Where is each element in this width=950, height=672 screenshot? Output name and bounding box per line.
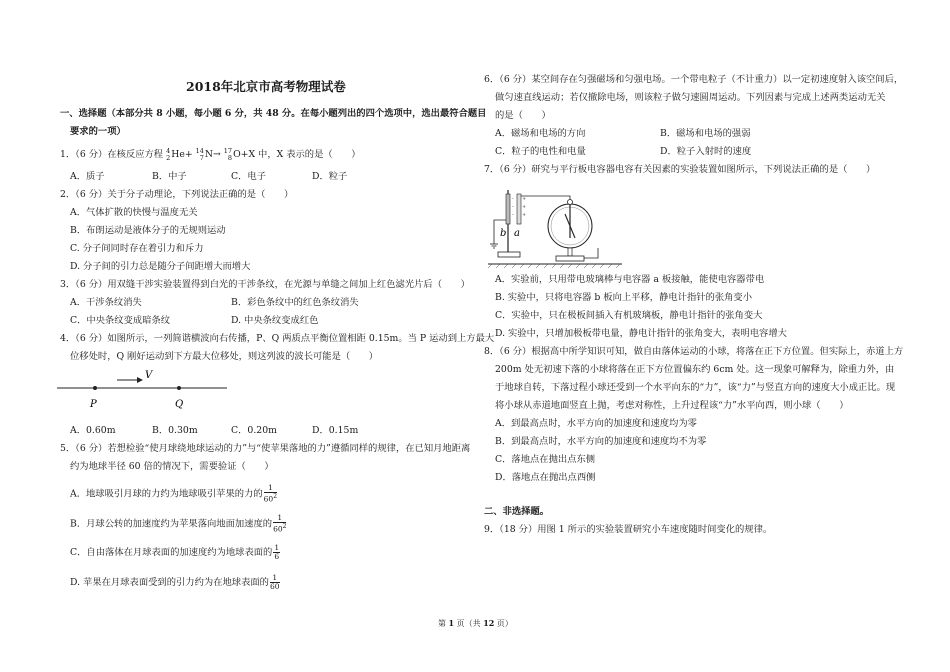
frac-exponent: 2 (282, 523, 287, 530)
he-mass: 4 (166, 147, 171, 155)
question-2-stem: 2．（6 分）关于分子动理论，下列说法正确的是（ ） (60, 189, 294, 200)
q8-option-a[interactable]: A．到最高点时，水平方向的加速度和速度均为零 (495, 418, 697, 429)
q7-option-c[interactable]: C．实验中，只在极板间插入有机玻璃板，静电计指针的张角变大 (495, 310, 763, 321)
he-z: 2 (166, 153, 171, 162)
frac-numerator: 1 (270, 574, 280, 583)
q3-option-a[interactable]: A．干涉条纹消失 (70, 297, 142, 308)
q3-option-b[interactable]: B．彩色条纹中的红色条纹消失 (231, 297, 359, 308)
footer-pre: 第 (438, 619, 449, 628)
o-z: 8 (227, 153, 233, 162)
page-number: 1 (448, 618, 455, 628)
q3-option-c[interactable]: C．中央条纹变成暗条纹 (70, 315, 171, 326)
q1-option-b[interactable]: B．中子 (152, 171, 187, 182)
q4-option-d[interactable]: D．0.15m (312, 425, 359, 436)
electrometer-ground-wire (584, 248, 598, 258)
question-8-stem: 8．（6 分）根据高中所学知识可知，做自由落体运动的小球，将落在正下方位置。但实际上，赤道上方 (484, 346, 904, 357)
question-8-stem-cont: 于地球自转，下落过程小球还受到一个水平向东的“力”，该“力”与竖直方向的速度大小成正比。现 (495, 382, 896, 393)
wave-diagram (55, 366, 235, 416)
o-symbol: O+X 中，X 表示的是（ ） (233, 149, 361, 160)
capacitor-stand-base (498, 252, 520, 257)
q6-option-d[interactable]: D．粒子入射时的速度 (660, 146, 752, 157)
svg-text:+: + (522, 212, 527, 218)
page-title: 2018年北京市高考物理试卷 (186, 79, 346, 94)
q5-option-a[interactable] (70, 484, 277, 504)
plate-a-label: a (514, 228, 520, 239)
question-8-stem-cont: 将小球从赤道地面竖直上抛，考虑对称性，上升过程该“力”水平向西，则小球（ ） (495, 400, 849, 411)
n-mass: 14 (195, 147, 204, 155)
question-7-stem: 7．（6 分）研究与平行板电容器电容有关因素的实验装置如图所示，下列说法正确的是（ ） (484, 164, 876, 175)
frac-numerator: 1 (273, 514, 286, 523)
n-isotope (196, 148, 204, 161)
o-isotope (224, 148, 232, 161)
q2-option-c[interactable]: C. 分子间同时存在着引力和斥力 (70, 243, 204, 254)
q1-option-d[interactable]: D．粒子 (312, 171, 348, 182)
q5-option-b[interactable] (70, 514, 286, 534)
q7-option-d[interactable]: D. 实验中，只增加极板带电量，静电计指针的张角变大，表明电容增大 (495, 328, 787, 339)
q5-option-d[interactable] (70, 574, 280, 591)
question-3-stem: 3．（6 分）用双缝干涉实验装置得到白光的干涉条纹，在光源与单缝之间加上红色滤光片后（ ） (60, 279, 470, 290)
question-6-stem-cont2: 的是（ ） (495, 110, 551, 121)
q5-option-c-text: C．自由落体在月球表面的加速度约为地球表面的 (70, 547, 273, 558)
section1-header-cont: 要求的一项） (70, 126, 126, 137)
point-p-dot (93, 386, 97, 390)
svg-text:-: - (512, 204, 514, 210)
q1-option-c[interactable]: C．电子 (231, 171, 267, 182)
question-1-stem (60, 148, 361, 161)
he-symbol: He+ (171, 149, 193, 160)
q6-option-b[interactable]: B．磁场和电场的强弱 (660, 128, 751, 139)
q5-b-fraction (273, 514, 286, 534)
question-4-stem: 4．（6 分）如图所示，一列简谐横波向右传播，P、Q 两质点平衡位置相距 0.15m。当 P 运动到上方最大 (60, 333, 495, 344)
q4-option-b[interactable]: B．0.30m (152, 425, 198, 436)
question-6-stem-cont: 做匀速直线运动；若仅撤除电场，则该粒子做匀速圆周运动。下列因素与完成上述两类运动无关 (495, 92, 886, 103)
question-5-stem: 5．（6 分）若想检验“使月球绕地球运动的力”与“使苹果落地的力”遵循同样的规律，在已知月地距离 (60, 443, 471, 454)
question-8-stem-cont: 200m 处无初速下落的小球将落在正下方位置偏东约 6cm 处。这一现象可解释为，除重力外，由 (495, 364, 895, 375)
frac-exponent: 2 (273, 493, 278, 500)
svg-text:-: - (512, 212, 514, 218)
plate-a (517, 194, 521, 224)
q4-option-a[interactable]: A．0.60m (70, 425, 116, 436)
point-q-dot (177, 386, 181, 390)
q8-option-b[interactable]: B．到最高点时，水平方向的加速度和速度均不为零 (495, 436, 707, 447)
q6-option-c[interactable]: C．粒子的电性和电量 (495, 146, 586, 157)
electrometer-stem (568, 248, 572, 256)
section2-header: 二、非选择题。 (484, 506, 550, 517)
section1-header: 一、选择题（本部分共 8 小题，每小题 6 分，共 48 分。在每小题列出的四个选项中，选出最符合题目 (60, 108, 487, 119)
page-footer (438, 617, 513, 630)
point-p-label: P (90, 399, 97, 410)
frac-numerator: 1 (264, 484, 277, 493)
electrometer-base (556, 256, 584, 261)
question-4-stem-cont: 位移处时，Q 刚好运动到下方最大位移处，则这列波的波长可能是（ ） (70, 351, 379, 362)
q1-stem-text: 1．（6 分）在核反应方程 (60, 149, 164, 160)
q8-option-c[interactable]: C．落地点在抛出点东侧 (495, 454, 596, 465)
footer-post: 页） (494, 619, 513, 628)
frac-denominator: 6 (274, 552, 280, 561)
q5-c-fraction (273, 544, 280, 561)
svg-text:-: - (512, 196, 514, 202)
wire-a-to-electrometer (521, 196, 570, 204)
question-6-stem: 6．（6 分）某空间存在匀强磁场和匀强电场。一个带电粒子（不计重力）以一定初速度射入该空间后， (484, 74, 904, 85)
capacitor-electrometer-diagram (486, 180, 626, 270)
q1-option-a[interactable]: A．质子 (70, 171, 105, 182)
q5-a-fraction (264, 484, 277, 504)
velocity-label: V (145, 370, 153, 381)
q2-option-d[interactable]: D. 分子间的引力总是随分子间距增大而增大 (70, 261, 251, 272)
q2-option-a[interactable]: A．气体扩散的快慢与温度无关 (70, 207, 198, 218)
q7-option-b[interactable]: B. 实验中，只将电容器 b 板向上平移，静电计指针的张角变小 (495, 292, 753, 303)
q8-option-d[interactable]: D．落地点在抛出点西侧 (495, 472, 596, 483)
o-mass: 17 (223, 147, 233, 155)
frac-denominator: 60 (273, 524, 283, 534)
frac-denominator: 60 (263, 494, 274, 504)
he-isotope (166, 148, 170, 161)
q5-d-fraction (270, 574, 280, 591)
plate-b (506, 194, 510, 224)
q7-option-a[interactable]: A．实验前，只用带电玻璃棒与电容器 a 板接触，能使电容器带电 (495, 274, 765, 285)
svg-text:+: + (522, 204, 527, 210)
velocity-arrow-head (137, 377, 143, 383)
svg-text:+: + (522, 196, 527, 202)
q6-option-a[interactable]: A．磁场和电场的方向 (495, 128, 586, 139)
page-total: 12 (483, 618, 495, 628)
n-z: 7 (199, 153, 204, 162)
question-5-stem-cont: 约为地球半径 60 倍的情况下，需要验证（ ） (70, 461, 274, 472)
question-9-stem: 9．（18 分）用图 1 所示的实验装置研究小车速度随时间变化的规律。 (484, 524, 773, 535)
q5-option-d-text: D. 苹果在月球表面受到的引力约为在地球表面的 (70, 577, 269, 588)
n-symbol: N→ (204, 149, 221, 160)
point-q-label: Q (175, 399, 184, 410)
electrometer-knob (568, 200, 573, 205)
frac-denominator: 60 (269, 582, 280, 591)
q5-option-b-text: B．月球公转的加速度约为苹果落向地面加速度的 (70, 518, 273, 530)
q5-option-a-text: A．地球吸引月球的力约为地球吸引苹果的力的 (70, 488, 263, 500)
q5-option-c[interactable] (70, 544, 280, 561)
q2-option-b[interactable]: B．布朗运动是液体分子的无规则运动 (70, 225, 226, 236)
ground-hatching (488, 264, 620, 268)
plate-b-label: b (500, 228, 507, 239)
frac-numerator: 1 (274, 543, 280, 552)
q3-option-d[interactable]: D. 中央条纹变成红色 (231, 315, 319, 326)
footer-mid: 页（共 (454, 619, 484, 628)
q4-option-c[interactable]: C．0.20m (231, 425, 277, 436)
